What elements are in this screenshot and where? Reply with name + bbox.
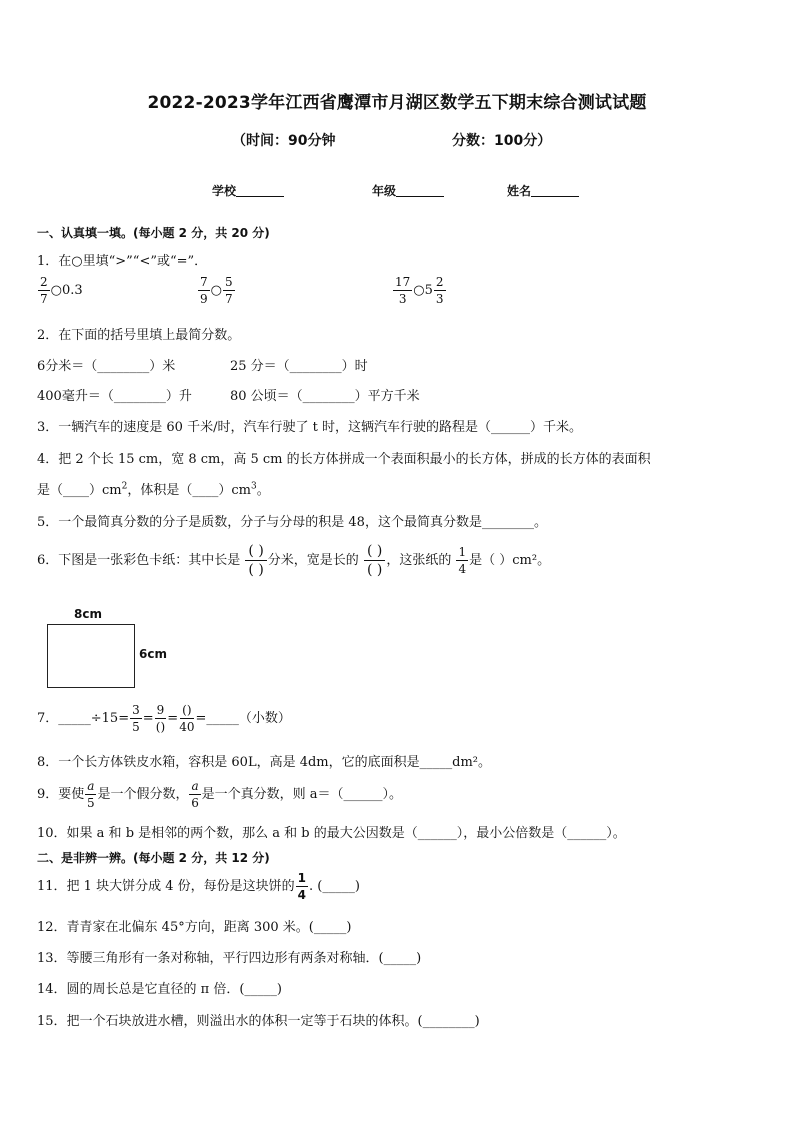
question-2-c: 400毫升＝（________）升 [37, 389, 192, 404]
question-1-b: $\frac{7}{9}$ ○ $\frac{5}{7}$ [200, 275, 233, 306]
question-8: 8．一个长方体铁皮水箱，容积是 60L，高是 4dm，它的底面积是_____dm²。 [37, 755, 491, 770]
question-5: 5．一个最简真分数的分子是质数，分子与分母的积是 48，这个最简真分数是________。 [37, 515, 547, 530]
name-blank[interactable] [531, 184, 579, 197]
question-3: 3．一辆汽车的速度是 60 千米/时，汽车行驶了 t 时，这辆汽车行驶的路程是（______）千米。 [37, 420, 582, 435]
question-2-stem: 2．在下面的括号里填上最简分数。 [37, 328, 241, 343]
question-4-line-2: 是$(\_\_\_\_)cm^2$，体积是$(\_\_\_\_)cm^3$。 [37, 481, 270, 498]
question-10: 10．如果 a 和 b 是相邻的两个数，那么 a 和 b 的最大公因数是（______），最小公倍数是（______）。 [37, 826, 626, 841]
question-1-c: $\frac{17}{3}$ ○5 $\frac{2}{3}$ [395, 275, 444, 306]
question-14: 14．圆的周长总是它直径的 π 倍．(_____) [37, 982, 282, 997]
school-field[interactable] [212, 182, 284, 199]
name-field[interactable] [507, 182, 579, 199]
question-1-a: $\frac{2}{7}$ ○0.3 [40, 275, 83, 306]
question-4-line-1: 4．把 2 个长 15 cm，宽 8 cm，高 5 cm 的长方体拼成一个表面积最小的长方体，拼成的长方体的表面积 [37, 452, 651, 467]
section-2-heading: 二、是非辨一辨。(每小题 2 分，共 12 分) [37, 851, 270, 865]
page-title: 2022-2023学年江西省鹰潭市月湖区数学五下期末综合测试试题 [147, 93, 647, 113]
figure-height-label: 6cm [139, 647, 167, 661]
question-6: 6．下图是一张彩色卡纸：其中长是 $\frac{( )}{( )}$ 分米，宽是长的 $\frac{( )}{( )}$ ，这张纸的 $\frac{1}{4}$ 是（ ）cm²。 [37, 543, 551, 578]
question-15: 15．把一个石块放进水槽，则溢出水的体积一定等于石块的体积。(________) [37, 1014, 480, 1029]
name-label: 姓名 [507, 184, 532, 198]
exam-time: （时间：90分钟 [232, 133, 336, 149]
question-2-b: 25 分＝（________）时 [230, 359, 368, 374]
card-rectangle [47, 624, 135, 688]
school-label: 学校 [212, 184, 237, 198]
question-1-stem: 1．在○里填“>”“<”或“=”． [37, 254, 208, 269]
question-11: 11．把 1 块大饼分成 4 份，每份是这块饼的 $\frac{1}{4}$ . (_____) [37, 871, 360, 902]
question-13: 13．等腰三角形有一条对称轴，平行四边形有两条对称轴．(_____) [37, 951, 422, 966]
section-1-heading: 一、认真填一填。(每小题 2 分，共 20 分) [37, 226, 270, 240]
question-7: 7．_____÷15= $\frac{3}{5}$ = $\frac{9}{()}$ = $\frac{()}{40}$ =_____（小数） [37, 703, 291, 734]
figure-width-label: 8cm [74, 607, 102, 621]
exam-score: 分数：100分） [452, 133, 552, 149]
question-12: 12．青青家在北偏东 45°方向，距离 300 米。(_____) [37, 920, 352, 935]
grade-field[interactable] [372, 182, 444, 199]
question-2-a: 6分米＝（________）米 [37, 359, 176, 374]
grade-blank[interactable] [396, 184, 444, 197]
school-blank[interactable] [236, 184, 284, 197]
question-9: 9．要使 $\frac{a}{5}$ 是一个假分数， $\frac{a}{6}$ 是一个真分数，则 a＝（______）。 [37, 779, 402, 810]
question-2-d: 80 公顷＝（________）平方千米 [230, 389, 420, 404]
grade-label: 年级 [372, 184, 397, 198]
